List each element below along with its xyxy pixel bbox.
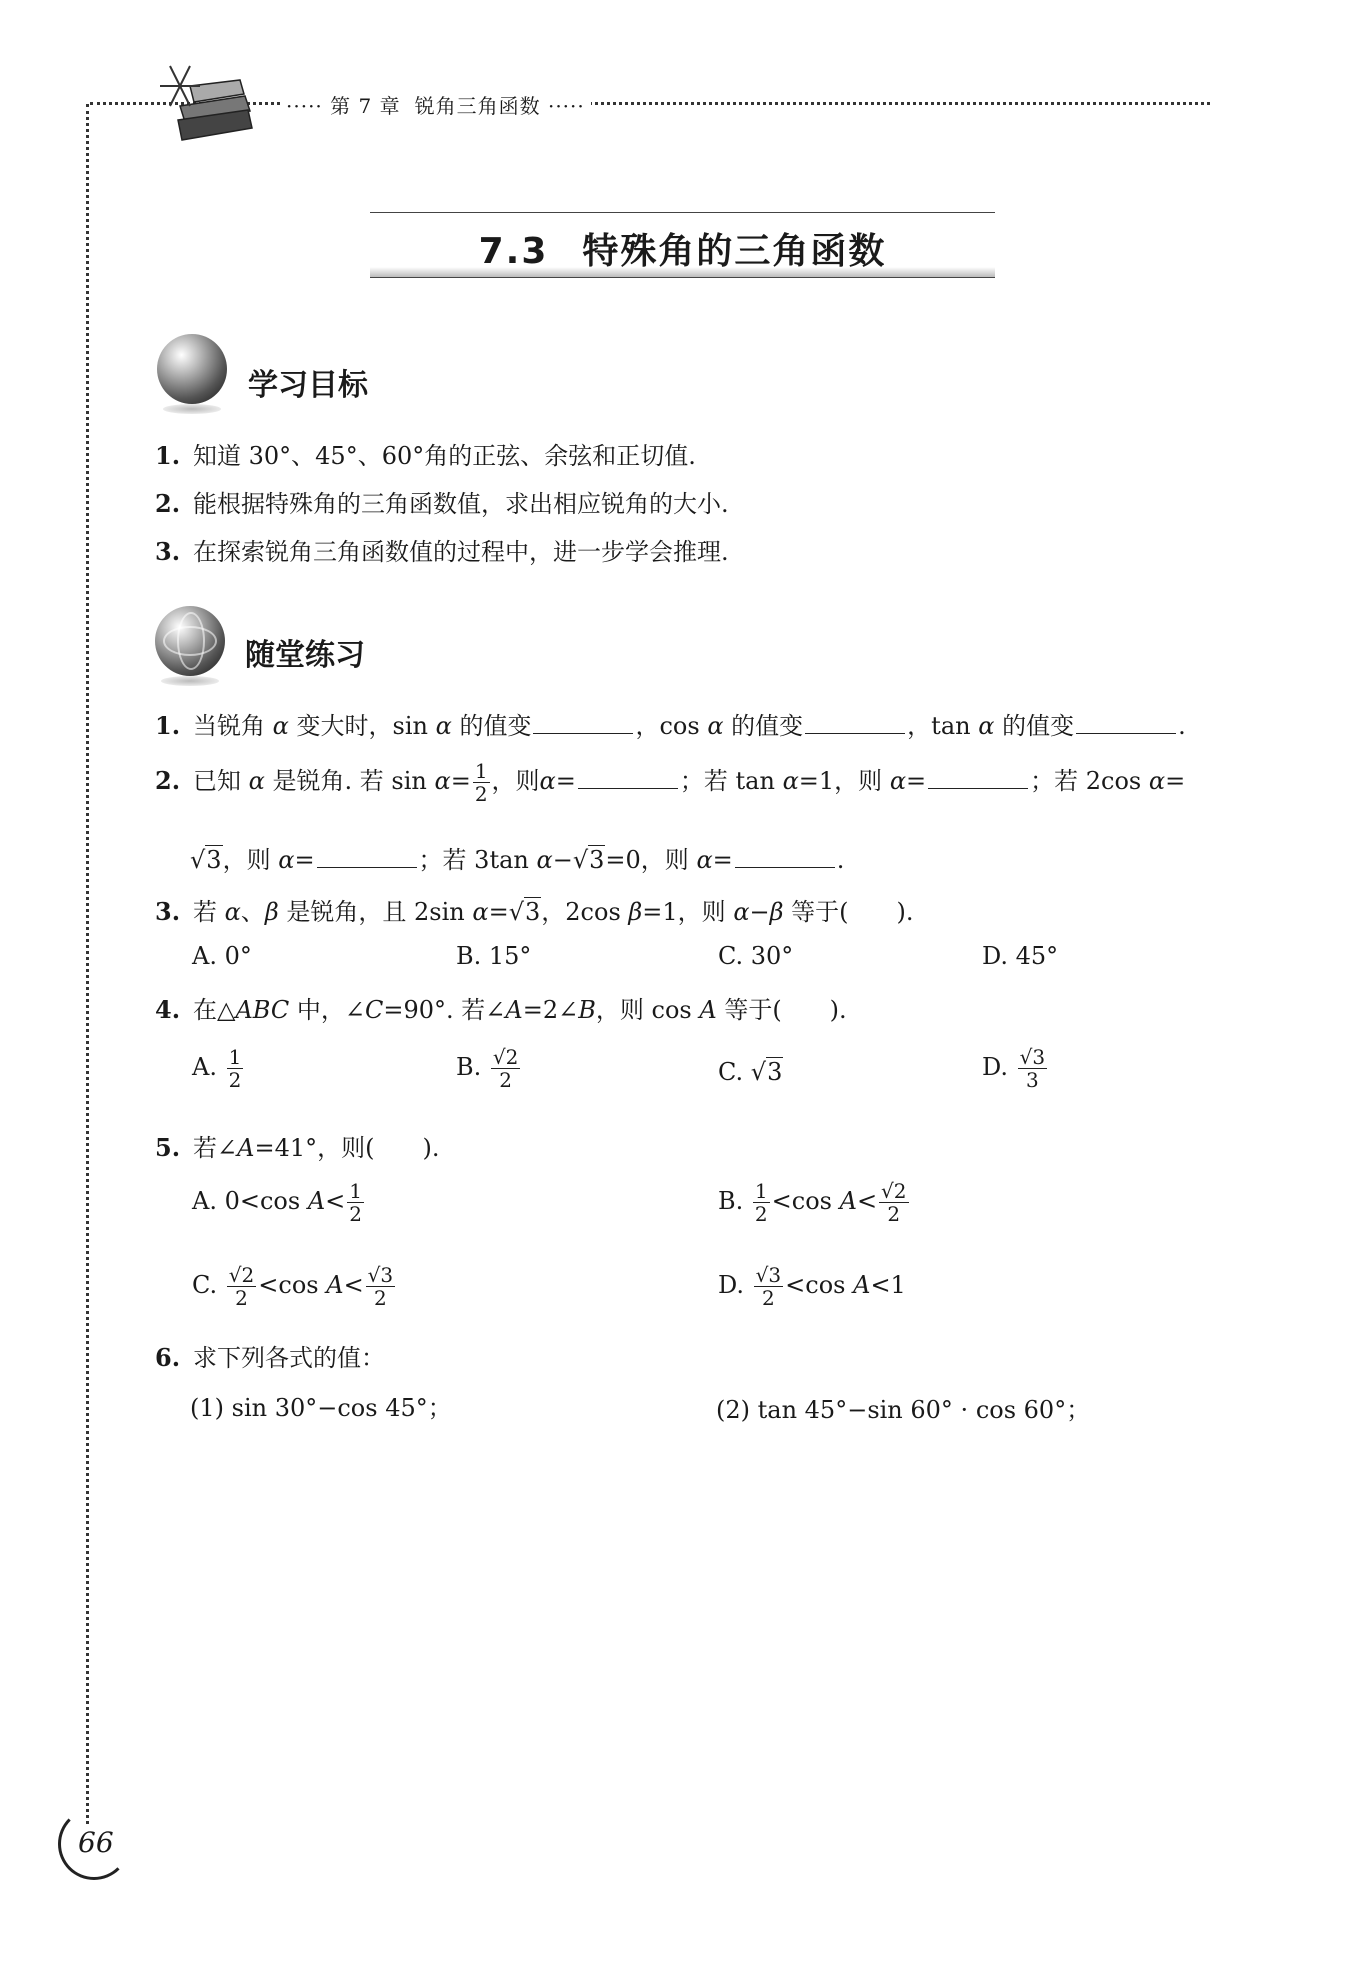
numerator: √3 (1019, 1045, 1046, 1069)
chapter-number: 第 7 章 (330, 94, 401, 118)
alpha-symbol: α (272, 712, 289, 740)
q3-text-h: − (749, 898, 770, 926)
question-number: 2. (155, 766, 181, 795)
expr-part: < (856, 1187, 878, 1215)
q2-text-d: ，则 (491, 767, 540, 795)
q4-angle-c: C (365, 996, 384, 1024)
books-logo-icon (150, 56, 260, 146)
q1-text-c: 的值变 (459, 712, 532, 740)
q2-text-b: 是锐角. 若 sin (272, 767, 427, 795)
q4-angle-b: B (578, 996, 596, 1024)
q2-text-s: . (836, 846, 845, 874)
goal-item-3 (155, 532, 729, 567)
q2-text-a: 已知 (193, 767, 241, 795)
denominator: 2 (762, 1286, 775, 1310)
option-letter: C. (718, 1058, 744, 1086)
section-heading-goals: 学习目标 (248, 368, 368, 403)
q4-angle-a: A (505, 996, 523, 1024)
q4-angle-a2: A (699, 996, 717, 1024)
q4-text-g: =2∠ (522, 996, 579, 1024)
fraction (491, 1046, 520, 1091)
numerator: 1 (349, 1179, 363, 1203)
fraction (1018, 1046, 1047, 1091)
answer-blank[interactable] (928, 766, 1028, 789)
item-text: 能根据特殊角的三角函数值，求出相应锐角的大小. (193, 490, 729, 518)
q1-text-d: ，cos (635, 712, 700, 740)
q3-option-c[interactable]: C. 30° (718, 942, 794, 970)
q5-angle-a: A (237, 1134, 255, 1162)
question-4 (155, 990, 847, 1025)
radicand: 3 (380, 1263, 394, 1287)
numerator: 1 (754, 1179, 768, 1203)
fraction (879, 1180, 908, 1225)
q4-triangle-name: ABC (235, 996, 290, 1024)
q1-text-h: . (1178, 712, 1186, 740)
denominator: 2 (374, 1286, 387, 1310)
q5-option-c[interactable] (192, 1264, 397, 1309)
fraction (227, 1046, 244, 1091)
expr-part: < (343, 1271, 364, 1299)
expr-part: <cos (258, 1271, 327, 1299)
running-header: ····· 第 7 章 锐角三角函数 ····· (280, 90, 591, 119)
q4-text-a: 在△ (193, 996, 236, 1024)
q4-text-e: =90°. 若∠ (383, 996, 506, 1024)
beta-symbol: β (769, 898, 784, 926)
page-title (370, 223, 995, 274)
side-dotted-rule (86, 104, 89, 1824)
alpha-symbol: α (782, 767, 799, 795)
alpha-symbol: α (696, 846, 713, 874)
section-title-box (370, 212, 995, 278)
section-number: 7.3 (478, 231, 549, 272)
radicand: 2 (505, 1045, 519, 1069)
alpha-symbol: α (978, 712, 995, 740)
question-number: 3. (155, 897, 181, 926)
option-letter: A. (192, 1187, 217, 1215)
q2-text-o: − (552, 846, 573, 874)
q2-text-h: = (906, 767, 927, 795)
q3-text-i: 等于( ). (791, 898, 914, 926)
denominator: 2 (349, 1202, 363, 1226)
fraction (473, 760, 490, 805)
radicand: 2 (893, 1179, 907, 1203)
fraction (754, 1264, 783, 1309)
alpha-symbol: α (707, 712, 724, 740)
expr-part: 0<cos (224, 1187, 308, 1215)
radicand: 2 (241, 1263, 255, 1287)
question-number: 6. (155, 1343, 181, 1372)
numerator: √3 (755, 1263, 782, 1287)
beta-symbol: β (264, 898, 279, 926)
numerator: 1 (228, 1045, 242, 1069)
q3-option-a[interactable]: A. 0° (192, 942, 252, 970)
denominator: 3 (1026, 1068, 1039, 1092)
radicand: 3 (1032, 1045, 1046, 1069)
numerator: √2 (881, 1179, 907, 1203)
alpha-symbol: α (1148, 767, 1166, 795)
question-2-continued (190, 840, 844, 875)
alpha-symbol: α (733, 898, 750, 926)
expr-var: A (853, 1271, 871, 1299)
radicand: 3 (589, 846, 605, 874)
option-letter: A. (192, 1053, 217, 1081)
section-title: 特殊角的三角函数 (582, 231, 887, 272)
option-letter: B. (456, 1053, 482, 1081)
q5-text-c: =41°，则( ). (254, 1134, 440, 1162)
goal-item-2 (155, 484, 729, 519)
q4-option-b[interactable] (456, 1046, 522, 1091)
goal-item-1 (155, 436, 696, 471)
q2-text-i: ；若 2cos (1030, 767, 1142, 795)
q2-text-e: = (555, 767, 576, 795)
q1-text-g: 的值变 (1002, 712, 1075, 740)
question-number: 1. (155, 711, 181, 740)
q6-part-2: (2) tan 45°−sin 60° · cos 60°； (716, 1396, 1091, 1424)
alpha-symbol: α (224, 898, 241, 926)
radicand: 3 (206, 846, 222, 874)
square-root: √3 (572, 846, 605, 874)
alpha-symbol: α (434, 767, 451, 795)
expr-var: A (326, 1271, 344, 1299)
answer-blank[interactable] (317, 845, 417, 868)
alpha-symbol: α (278, 846, 295, 874)
answer-blank[interactable] (578, 766, 678, 789)
q1-text-f: ，tan (907, 712, 971, 740)
question-6 (155, 1338, 385, 1373)
q3-text-f: ，2cos (541, 898, 621, 926)
item-number: 1. (155, 441, 181, 470)
q2-text-f: ；若 tan (679, 767, 775, 795)
q1-text-e: 的值变 (731, 712, 804, 740)
q3-text-c: 是锐角，且 2sin (286, 898, 465, 926)
question-number: 5. (155, 1133, 181, 1162)
square-root: √3 (508, 898, 541, 926)
q3-option-d[interactable]: D. 45° (982, 942, 1059, 970)
q2-text-c: = (450, 767, 471, 795)
numerator: √3 (367, 1263, 394, 1287)
denominator: 2 (235, 1286, 248, 1310)
q2-text-q: =0，则 (605, 846, 689, 874)
q3-text-b: 、 (240, 898, 265, 926)
q2-text-n: ；若 3tan (418, 846, 529, 874)
globe-icon (155, 606, 225, 676)
q4-option-d[interactable] (982, 1046, 1049, 1091)
page-number: 66 (78, 1826, 114, 1859)
answer-blank[interactable] (735, 845, 835, 868)
expr-var: A (307, 1187, 326, 1215)
q4-text-k: 等于( ). (716, 996, 847, 1024)
q3-option-b[interactable]: B. 15° (456, 942, 532, 970)
numerator: √2 (228, 1263, 255, 1287)
denominator: 2 (887, 1202, 901, 1226)
q6-part-1: (1) sin 30°−cos 45°； (190, 1394, 452, 1422)
q3-text-d: = (488, 898, 509, 926)
q2-text-g: =1，则 (798, 767, 883, 795)
alpha-symbol: α (536, 846, 553, 874)
denominator: 2 (754, 1202, 768, 1226)
q6-text: 求下列各式的值： (193, 1344, 385, 1372)
expr-var: A (839, 1187, 857, 1215)
question-1 (155, 706, 1186, 741)
item-number: 2. (155, 489, 181, 518)
q2-text-r: = (712, 846, 733, 874)
q4-text-i: ，则 cos (595, 996, 700, 1024)
alpha-symbol: α (248, 767, 265, 795)
chapter-title: 锐角三角函数 (414, 94, 541, 118)
item-text: 知道 30°、45°、60°角的正弦、余弦和正切值. (193, 442, 696, 470)
alpha-symbol: α (539, 767, 556, 795)
beta-symbol: β (628, 898, 643, 926)
fraction (366, 1264, 395, 1309)
denominator: 2 (228, 1068, 242, 1092)
question-number: 4. (155, 995, 181, 1024)
alpha-symbol: α (889, 767, 907, 795)
answer-blank[interactable] (805, 711, 905, 734)
expr-part: <cos (785, 1271, 854, 1299)
option-letter: D. (718, 1271, 745, 1299)
square-root: √3 (750, 1058, 783, 1086)
radicand: 3 (525, 898, 541, 926)
expr-part: <1 (870, 1271, 906, 1299)
q1-text-a: 当锐角 (193, 712, 265, 740)
globe-meridian (177, 612, 205, 670)
question-3 (155, 892, 914, 927)
q2-text-j: = (1165, 767, 1186, 795)
square-root: √3 (190, 846, 222, 874)
option-letter: B. (718, 1187, 744, 1215)
question-5 (155, 1128, 439, 1163)
q2-text-m: = (294, 846, 315, 874)
q2-text-l: ，则 (222, 846, 271, 874)
denominator: 2 (474, 782, 488, 806)
radicand: 3 (767, 1058, 783, 1086)
q4-text-c: 中，∠ (289, 996, 365, 1024)
q5-option-a[interactable] (192, 1180, 366, 1225)
option-letter: D. (982, 1053, 1009, 1081)
item-text: 在探索锐角三角函数值的过程中，进一步学会推理. (193, 538, 729, 566)
expr-part: < (325, 1187, 346, 1215)
answer-blank[interactable] (533, 711, 633, 734)
fraction (347, 1180, 364, 1225)
q3-text-a: 若 (193, 898, 217, 926)
q1-text-b: 变大时，sin (296, 712, 428, 740)
answer-blank[interactable] (1076, 711, 1176, 734)
q4-option-a[interactable] (192, 1046, 245, 1091)
q4-option-c[interactable] (718, 1058, 783, 1086)
expr-part: <cos (771, 1187, 840, 1215)
radicand: 3 (768, 1263, 782, 1287)
option-letter: C. (192, 1271, 218, 1299)
numerator: √2 (492, 1045, 519, 1069)
section-heading-practice: 随堂练习 (245, 638, 365, 673)
q5-option-d[interactable] (718, 1264, 906, 1309)
question-2 (155, 760, 1185, 805)
sphere-icon (157, 334, 227, 404)
item-number: 3. (155, 537, 181, 566)
alpha-symbol: α (472, 898, 489, 926)
q5-text-a: 若∠ (193, 1134, 238, 1162)
fraction (753, 1180, 770, 1225)
q3-text-g: =1，则 (642, 898, 726, 926)
denominator: 2 (499, 1068, 513, 1092)
numerator: 1 (474, 759, 488, 783)
fraction (227, 1264, 256, 1309)
alpha-symbol: α (435, 712, 452, 740)
q5-option-b[interactable] (718, 1180, 911, 1225)
